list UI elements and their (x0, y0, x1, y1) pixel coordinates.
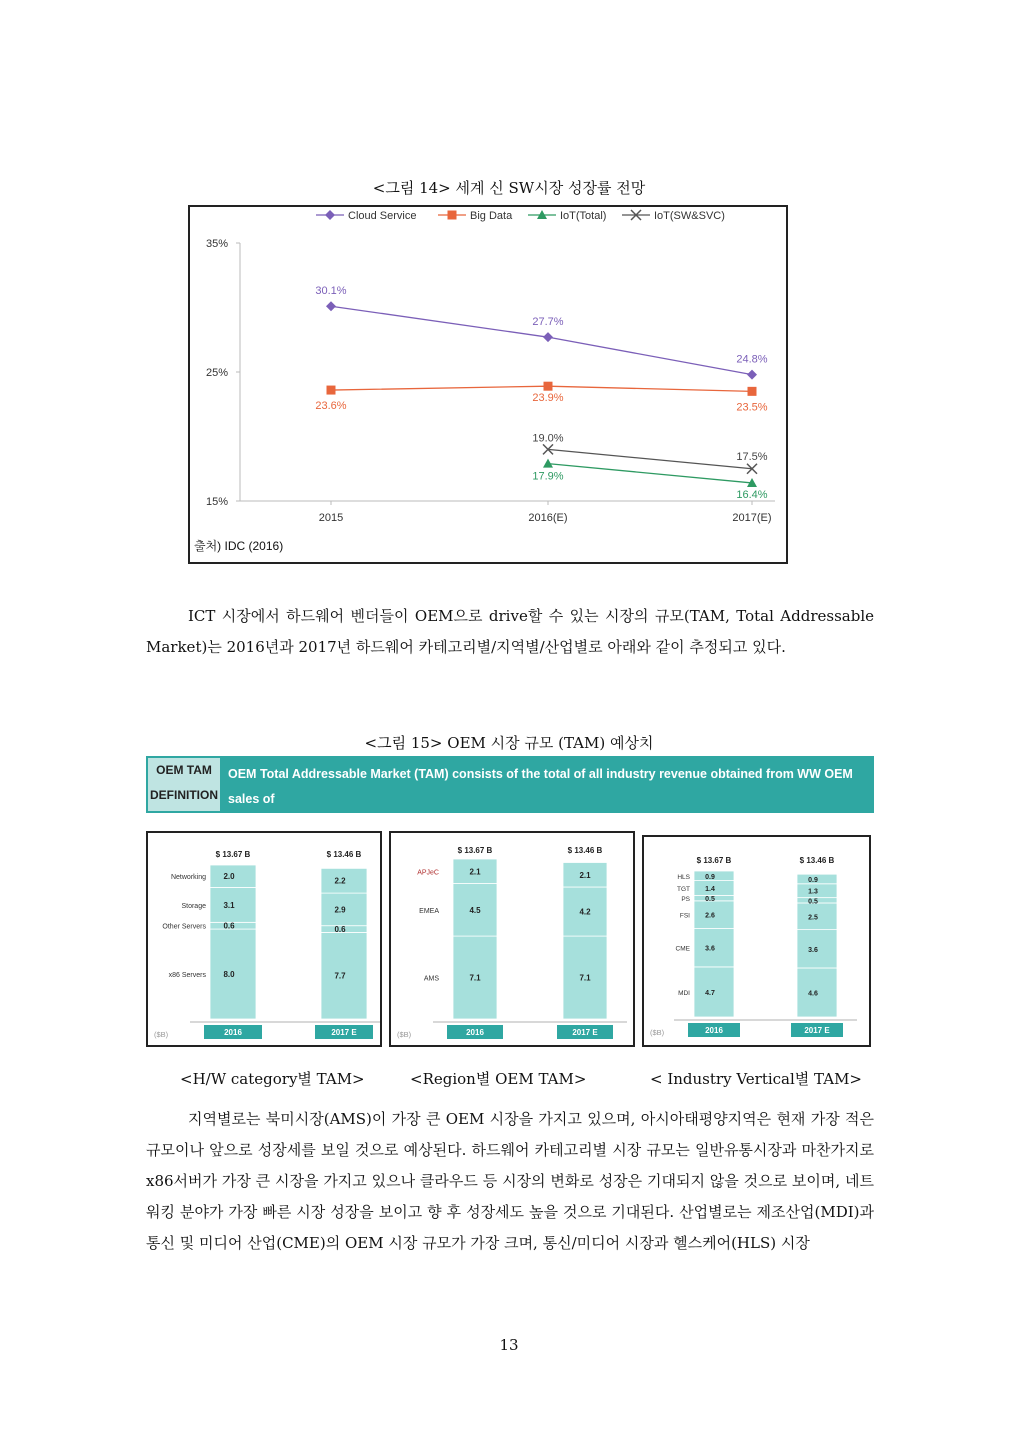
tam-bar-chart-region (391, 833, 633, 1045)
year-tag-label: 2017 E (331, 1028, 357, 1037)
bar-value-label: 2.1 (469, 867, 481, 877)
legend-label: Big Data (470, 210, 513, 222)
line-chart (190, 207, 786, 562)
data-point (543, 459, 553, 468)
bar-category-label: APJeC (417, 869, 439, 877)
paragraph-1 (146, 601, 874, 663)
bar-value-label: 7.7 (334, 971, 346, 981)
bar-category-label: FSI (679, 912, 690, 920)
bar-value-label: 7.1 (469, 973, 481, 983)
definition-label (146, 756, 222, 813)
bar-value-label: 3.6 (808, 946, 818, 954)
bar-value-label: 2.0 (223, 872, 235, 882)
bar-total-label: $ 13.46 B (799, 856, 835, 865)
bar-total-label: $ 13.67 B (696, 856, 732, 865)
bar-category-label: EMEA (419, 907, 439, 915)
bar-value-label: 0.5 (705, 896, 715, 904)
definition-label-line-2: DEFINITION (150, 788, 218, 802)
tam-panel-industry (642, 835, 871, 1047)
bar-value-label: 4.5 (469, 905, 481, 915)
panel-caption-region: <Region별 OEM TAM> (410, 1070, 587, 1088)
data-label: 30.1% (315, 285, 347, 298)
bar-category-label: PS (681, 896, 690, 904)
bar-category-label: x86 Servers (168, 972, 206, 980)
year-tag-label: 2017 E (804, 1026, 830, 1035)
bar-value-label: 8.0 (223, 970, 235, 980)
figure-14-source: 출처) IDC (2016) (194, 539, 284, 553)
bar-category-label: AMS (423, 975, 439, 983)
bar-value-label: 2.5 (808, 914, 818, 922)
bar-value-label: 2.9 (334, 905, 346, 915)
paragraph-2 (146, 1104, 874, 1259)
bar-value-label: 4.7 (705, 989, 715, 997)
bar-category-label: Other Servers (162, 923, 206, 931)
panel-caption-hw: <H/W category별 TAM> (180, 1070, 365, 1088)
definition-text (228, 762, 864, 837)
bar-total-label: $ 13.67 B (457, 846, 493, 855)
year-tag-label: 2016 (705, 1026, 723, 1035)
bar-value-label: 1.4 (705, 886, 715, 894)
y-tick-label: 35% (206, 238, 229, 250)
bar-value-label: 0.9 (705, 873, 715, 881)
bar-value-label: 3.6 (705, 945, 715, 953)
unit-label: ($B) (650, 1028, 665, 1037)
data-label: 23.5% (736, 401, 768, 414)
figure-14-caption: <그림 14> 세계 신 SW시장 성장률 전망 (372, 179, 646, 197)
panel-caption-industry: < Industry Vertical별 TAM> (650, 1070, 862, 1088)
data-point (543, 332, 553, 342)
data-label: 17.5% (736, 450, 768, 463)
y-tick-label: 25% (206, 367, 229, 379)
data-point (747, 370, 757, 380)
bar-total-label: $ 13.67 B (215, 850, 251, 859)
bar-value-label: 4.6 (808, 990, 818, 998)
definition-text-line-2: Servers (Other Servers and x86), a portion of WhiteBox, Storage & Networking (228, 817, 693, 831)
bar-value-label: 4.2 (579, 907, 591, 917)
bar-total-label: $ 13.46 B (326, 850, 362, 859)
bar-category-label: TGT (677, 886, 690, 894)
data-label: 24.8% (736, 353, 768, 366)
bar-category-label: CME (675, 945, 690, 953)
tam-panel-hw (146, 831, 382, 1047)
bar-value-label: 0.9 (808, 876, 818, 884)
tam-panel-region (389, 831, 635, 1047)
bar-value-label: 1.3 (808, 888, 818, 896)
figure-14-chart-frame (188, 205, 788, 564)
x-tick-label: 2015 (318, 512, 344, 524)
year-tag-label: 2017 E (572, 1028, 598, 1037)
data-label: 27.7% (532, 316, 564, 329)
page-number: 13 (499, 1336, 519, 1354)
year-tag-label: 2016 (224, 1028, 242, 1037)
data-label: 23.9% (532, 392, 564, 405)
definition-label-line-1: OEM TAM (156, 763, 212, 777)
bar-category-label: HLS (677, 873, 690, 881)
legend-marker (325, 210, 335, 220)
data-label: 19.0% (532, 432, 564, 445)
data-label: 16.4% (736, 488, 768, 501)
data-point (544, 382, 553, 391)
tam-bar-chart-industry (644, 837, 869, 1045)
legend-label: IoT(SW&SVC) (654, 210, 725, 222)
legend-marker (448, 211, 457, 220)
data-label: 17.9% (532, 470, 564, 483)
bar-value-label: 2.2 (334, 876, 346, 886)
data-label: 23.6% (315, 400, 347, 413)
series-line (331, 386, 752, 391)
bar-category-label: MDI (678, 989, 690, 997)
definition-text-line-1: OEM Total Addressable Market (TAM) consists of the total of all industry revenue obtained from WW OEM sales of (228, 767, 853, 806)
bar-category-label: Networking (170, 874, 206, 882)
bar-value-label: 0.6 (334, 925, 346, 935)
bar-value-label: 0.5 (808, 898, 818, 906)
paragraph-2-text: 지역별로는 북미시장(AMS)이 가장 큰 OEM 시장을 가지고 있으며, 아시아태평양지역은 현재 가장 적은 규모이나 앞으로 성장세를 보일 것으로 예상된다. 하드웨어 카테고리별 시장 규모는 일반유통시장과 마찬가지로 x86서버가 가장 큰 시장을 가지고 있으나 클라우드 등 시장의 변화로 성장은 기대되지 않을 것으로 보이며, 네트워킹 분야가 가장 빠른 시장 성장을 보이고 향 후 성장세도 높을 것으로 기대된다. 산업별로는 제조산업(MDI)과 통신 및 미디어 산업(CME)의 OEM 시장 규모가 가장 크며, 통신/미디어 시장과 헬스케어(HLS) 시장 (146, 1110, 874, 1252)
data-point (326, 301, 336, 311)
paragraph-1-text: ICT 시장에서 하드웨어 벤더들이 OEM으로 drive할 수 있는 시장의 규모(TAM, Total Addressable Market)는 2016년과 2017년 하드웨어 카테고리별/지역별/산업별로 아래와 같이 추정되고 있다. (146, 607, 874, 656)
bar-value-label: 2.1 (579, 870, 591, 880)
legend-label: IoT(Total) (560, 210, 607, 222)
data-point (327, 386, 336, 395)
definition-banner (146, 756, 874, 831)
tam-bar-chart-hw (148, 833, 380, 1045)
bar-total-label: $ 13.46 B (567, 846, 603, 855)
unit-label: ($B) (154, 1030, 169, 1039)
x-tick-label: 2017(E) (732, 512, 772, 524)
figure-15-caption: <그림 15> OEM 시장 규모 (TAM) 예상치 (364, 734, 654, 752)
bar-value-label: 2.6 (705, 912, 715, 920)
bar-value-label: 7.1 (579, 973, 591, 983)
y-tick-label: 15% (206, 496, 229, 508)
x-tick-label: 2016(E) (528, 512, 568, 524)
data-point (748, 387, 757, 396)
unit-label: ($B) (397, 1030, 412, 1039)
bar-category-label: Storage (181, 902, 206, 910)
legend-label: Cloud Service (348, 210, 417, 222)
year-tag-label: 2016 (466, 1028, 484, 1037)
bar-value-label: 3.1 (223, 900, 235, 910)
bar-value-label: 0.6 (223, 921, 235, 931)
